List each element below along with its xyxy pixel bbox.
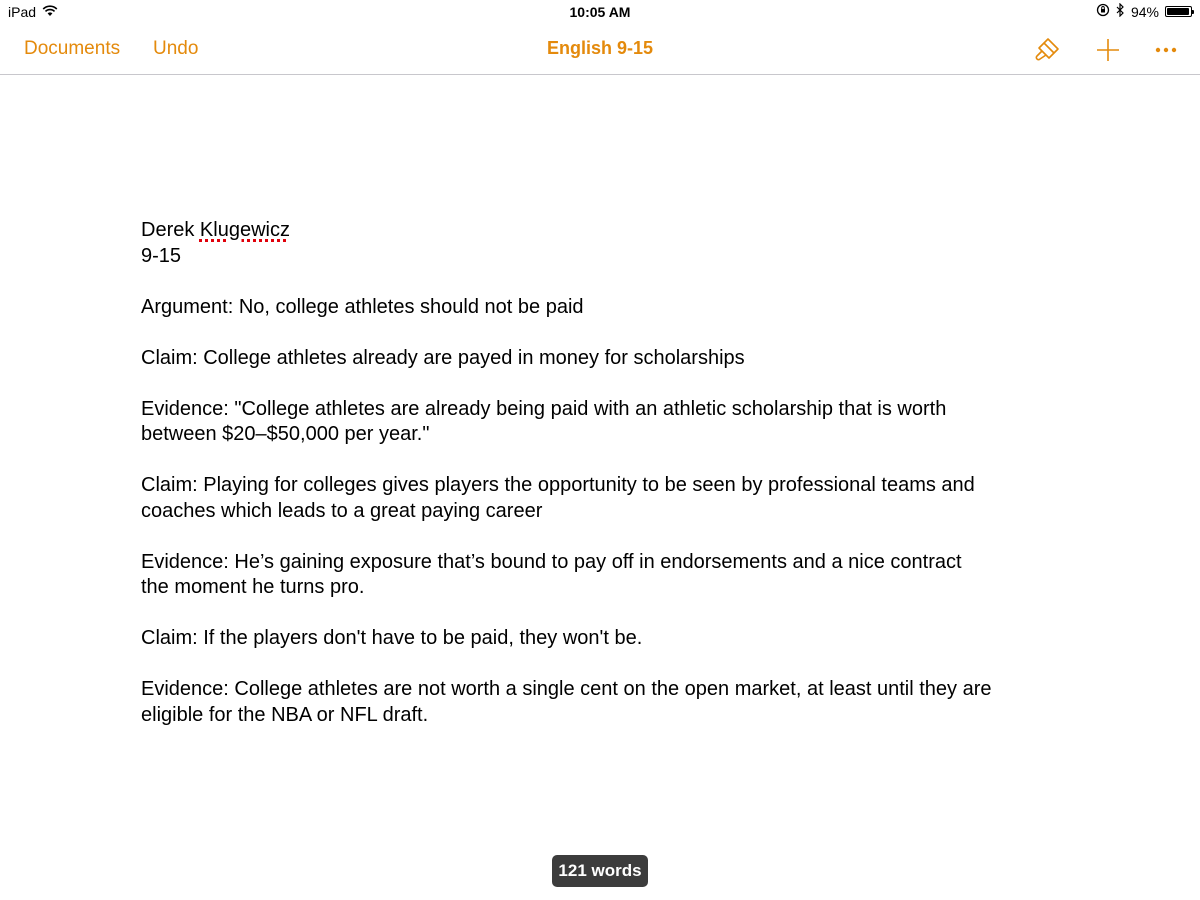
evidence-2-line-2: the moment he turns pro. <box>141 576 365 598</box>
plus-icon[interactable] <box>1094 36 1122 64</box>
claim-1: Claim: College athletes already are payed in money for scholarships <box>141 346 745 369</box>
date-line: 9-15 <box>141 244 182 267</box>
author-first-name: Derek <box>141 219 195 241</box>
claim-2-line-1: Claim: Playing for colleges gives players the opportunity to be seen by professional teams and <box>141 474 975 496</box>
documents-button[interactable]: Documents <box>24 38 121 59</box>
author-last-name: Klugewicz <box>199 219 290 241</box>
evidence-3-line-1: Evidence: College athletes are not worth a single cent on the open market, at least until they are <box>141 678 992 700</box>
more-icon[interactable] <box>1152 36 1180 64</box>
rotation-lock-icon <box>1096 3 1110 20</box>
evidence-2-line-1: Evidence: He’s gaining exposure that’s bound to pay off in endorsements and a nice contract <box>141 550 962 573</box>
status-time: 10:05 AM <box>569 4 631 20</box>
bluetooth-icon <box>1116 3 1125 20</box>
battery-icon <box>1165 6 1192 17</box>
author-line <box>141 218 1081 244</box>
document-body[interactable] <box>141 218 1081 728</box>
word-count-badge[interactable]: 121 words <box>552 855 648 887</box>
claim-2-line-2: coaches which leads to a great paying career <box>141 499 543 522</box>
evidence-1-line-1: Evidence: "College athletes are already being paid with an athletic scholarship that is worth <box>141 397 947 420</box>
evidence-1-line-2: between $20–$50,000 per year." <box>141 423 430 445</box>
document-title: English 9-15 <box>546 38 654 58</box>
undo-button[interactable]: Undo <box>153 38 199 59</box>
claim-3: Claim: If the players don't have to be paid, they won't be. <box>141 627 643 649</box>
device-name: iPad <box>8 4 37 20</box>
evidence-3-line-2: eligible for the NBA or NFL draft. <box>141 703 429 726</box>
status-right <box>1096 3 1192 20</box>
toolbar <box>0 24 1200 75</box>
battery-fill <box>1167 8 1189 15</box>
format-brush-icon[interactable] <box>1034 36 1062 64</box>
battery-percent: 94% <box>1130 3 1159 20</box>
argument-line: Argument: No, college athletes should not be paid <box>141 295 584 318</box>
status-bar <box>0 0 1200 24</box>
